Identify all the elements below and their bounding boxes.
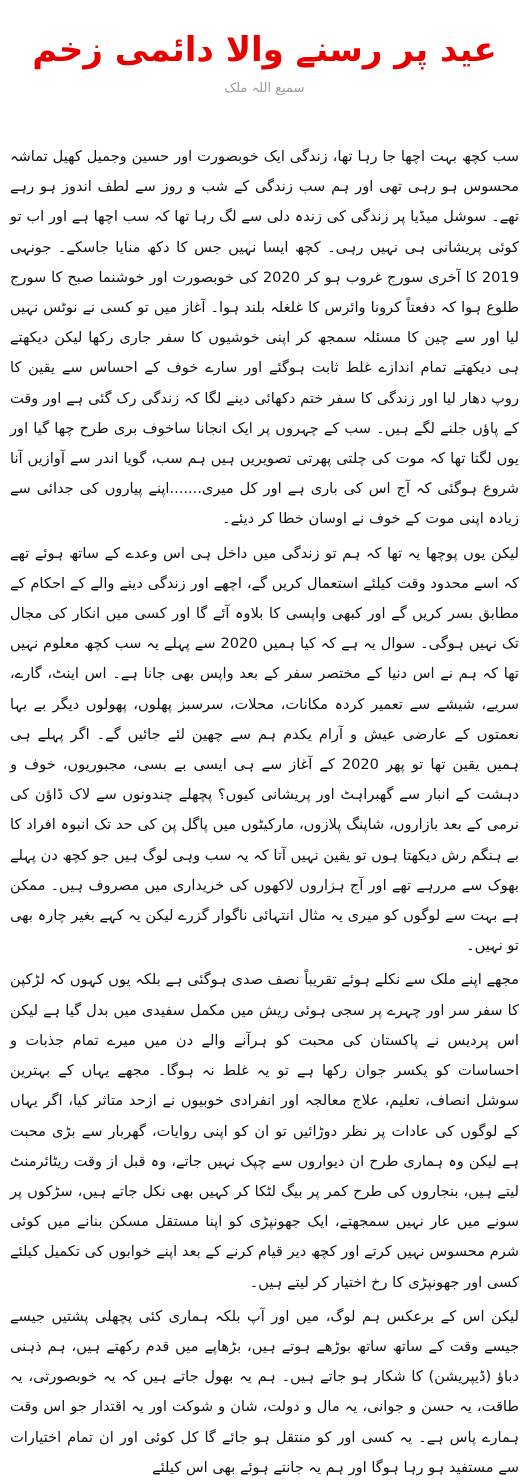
article-paragraph: لیکن یوں پوچھا یہ تھا کہ ہم تو زندگی میں داخل ہی اس وعدے کے ساتھ ہوئے تھے کہ اسے محدود وقت کیلئے استعمال کریں گے، اچھے اور زندگی دینے والے کے احکام کے مطابق بسر کریں گے اور کبھی واپسی کا بلاوہ آئے گا اور کسی میں انکار کی مجال تک نہیں ہوگی۔ سوال یہ ہے کہ کیا ہمیں 2020 سے پہلے یہ سب کچھ معلوم نہیں تھا کہ ہم نے اس دنیا کے مختصر سفر کے بعد واپس بھی جانا ہے۔ اس اینٹ، گارے، سریے، شیشے سے تعمیر کردہ مکانات، محلات، سرسبز پھلوں، پھولوں دیگر بے بہا نعمتوں کے عارضی عیش و آرام یکدم ہم سے چھین لئے جائیں گے۔ اگر پہلے ہی ہمیں یقین تھا تو پھر 2020 کے آغاز سے ہی ایسی بے بسی، مجبوریوں، خوف و دہشت کے انبار سے گھبراہٹ اور پریشانی کیوں؟ پچھلے چندونوں سے لاک ڈاؤن کی نرمی کے بعد بازاروں، شاپنگ پلازوں، مارکیٹوں میں پاگل پن کی حد تک انبوہ افراد کا بے ہنگم رش دیکھتا ہوں تو یقین نہیں آتا کہ یہ سب وہی لوگ ہیں جو کچھ دن پہلے بھوک سے مررہے تھے اور آج ہزاروں لاکھوں کی خریداری میں مصروف ہیں۔ ممکن ہے بہت سے لوگوں کو میری یہ مثال انتہائی ناگوار گزرے لیکن یہ کہے بغیر چارہ بھی تو نہیں۔	[10, 544, 519, 955]
author-byline: سمیع اللہ ملک	[224, 81, 305, 96]
article-paragraph: سب کچھ بہت اچھا جا رہا تھا، زندگی ایک خوبصورت اور حسین وجمیل کھیل تماشہ محسوس ہو رہی تھی اور ہم سب زندگی کے شب و روز سے لطف اندوز ہو رہے تھے۔ سوشل میڈیا پر زندگی کی زندہ دلی سے لگ رہا تھا کہ سب اچھا ہے اور اب تو کوئی پریشانی ہی نہیں رہی۔ کچھ ایسا نہیں جس کا دکھ منایا جاسکے۔ جونہی 2019 کا آخری سورج غروب ہو کر 2020 کی خوبصورت اور خوشنما صبح کا سورج طلوع ہوا کہ دفعتاً کرونا وائرس کا غلغلہ بلند ہوا۔ آغاز میں تو کسی نے نوٹس نہیں لیا اور سے چین کا مسئلہ سمجھ کر اپنی خوشیوں کا سفر جاری رکھا لیکن دیکھتے ہی دیکھتے تمام اندازے غلط ثابت ہوگئے اور سارے خوف کے احساس سے یقین کا روپ دھار لیا اور زندگی کا سفر ختم دکھائی دینے لگا کہ زندگی رک گئی ہے اور وقت کے پاؤں جلنے لگے ہیں۔ سب کے چہروں پر ایک انجانا ساخوف بری طرح چھا گیا اور یوں لگتا تھا کہ موت کی چلتی پھرتی تصویریں ہیں ہم سب، گویا اندر سے آوازیں آنا شروع ہوگئی کہ آج اس کی باری ہے اور کل میری.......اپنے پیاروں کی جدائی سے زیادہ اپنی موت کے خوف نے اوسان خطا کر دیئے۔	[10, 148, 519, 528]
article-title: عید پر رسنے والا دائمی زخم	[32, 30, 497, 70]
article-paragraph: مجھے اپنے ملک سے نکلے ہوئے تقریباً نصف صدی ہوگئی ہے بلکہ یوں کہوں کہ لڑکپن کا سفر سر اور چہرے پر سجی ہوئی ریش میں مکمل سفیدی میں بدل گیا ہے لیکن اس پردیس نے پاکستان کی محبت کو ہرآنے والے دن میں میرے تمام جذبات و احساسات کو یکسر جوان رکھا ہے تو یہ غلط نہ ہوگا۔ مجھے یہاں کے بہترین سوشل انصاف، تعلیم، علاج معالجہ اور انفرادی خوبیوں نے ازحد متاثر کیا، اگر یہاں کے لوگوں کی عادات پر نظر دوڑائیں تو ان کو اپنی روایات، گھربار سے بڑی محبت ہے لیکن وہ ہماری طرح ان دیواروں سے چپک نہیں جاتے، وہ قبل از وقت ریٹائرمنٹ لیتے ہیں، بنجاروں کی طرح کمر پر بیگ لٹکا کر کہیں بھی نکل جاتے ہیں، سڑکوں پر سونے میں عار نہیں سمجھتے، ایک جھونپڑی کو اپنا مستقل مسکن بنانے میں کوئی شرم محسوس نہیں کرتے اور کچھ دیر قیام کرنے کے بعد اپنے خوابوں کی تکمیل کیلئے کسی اور جھونپڑی کا رخ اختیار کر لیتے ہیں۔	[10, 971, 519, 1291]
article-body	[10, 142, 519, 1483]
article-paragraph: لیکن اس کے برعکس ہم لوگ، میں اور آپ بلکہ ہماری کئی پچھلی پشتیں جیسے جیسے وقت کے ساتھ ساتھ بوڑھے ہوتے ہیں، بڑھاپے میں قدم رکھتے ہیں، ہم ذہنی دباؤ (ڈیپریشن) کا شکار ہو جاتے ہیں۔ ہم یہ بھول جاتے ہیں کہ یہ خوبصورتی، یہ طاقت، یہ حسن و جوانی، یہ مال و دولت، شان و شوکت اور یہ اقتدار جو اس وقت ہمارے پاس ہے۔ یہ کسی اور کو منتقل ہو جائے گا کل کوئی اور ان تمام اختیارات سے مستفید ہو رہا ہوگا اور ہم یہ جانتے ہوئے بھی اس کیلئے	[10, 1307, 519, 1476]
